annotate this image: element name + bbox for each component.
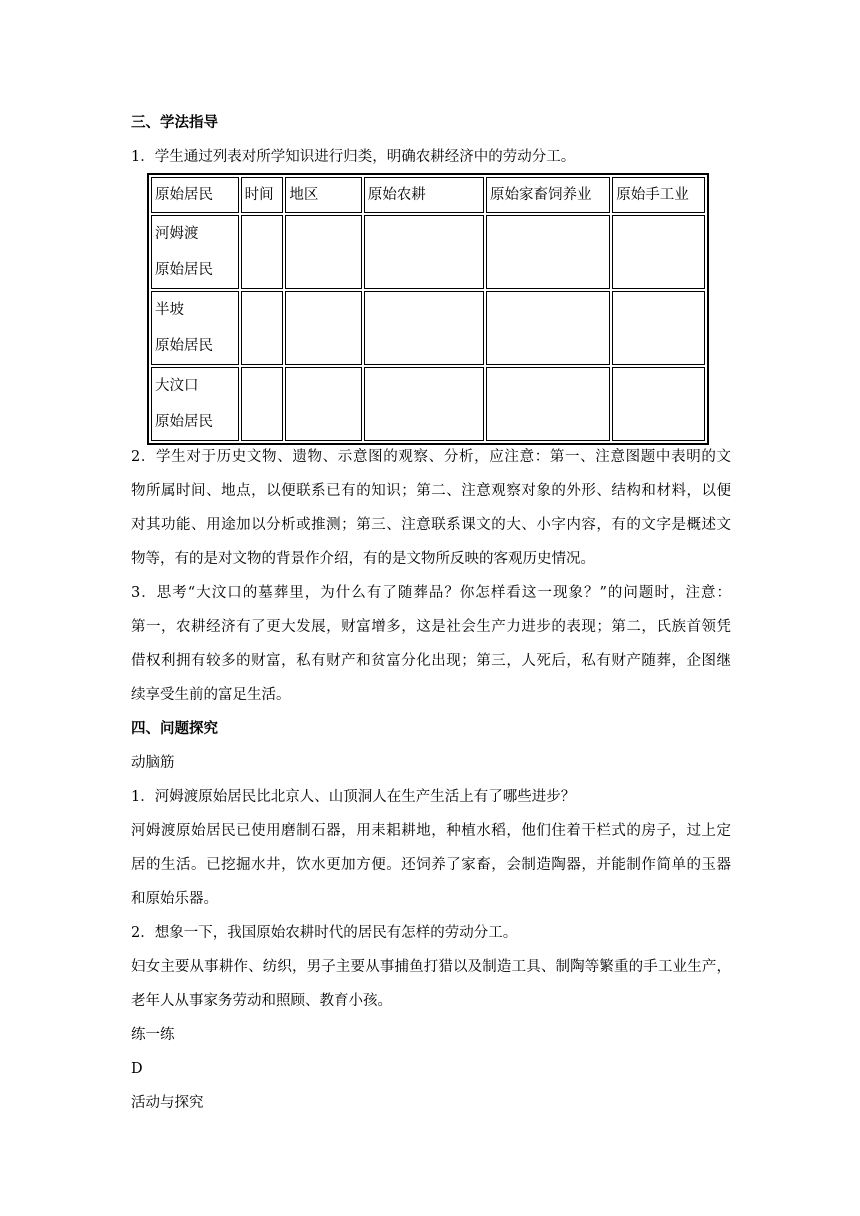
table-cell (285, 367, 361, 441)
paragraph-item-3-line: 续享受生前的富足生活。 (131, 687, 291, 703)
row-label-line: 半坡 (155, 302, 184, 318)
section-heading-study-guide: 三、学法指导 (131, 114, 218, 131)
table-row-label (151, 367, 239, 441)
row-label-line: 大汶口 (155, 378, 199, 394)
practice-answer: D (131, 1061, 143, 1077)
table-cell (612, 367, 705, 441)
table-cell (364, 215, 484, 289)
table-cell (241, 215, 284, 289)
paragraph-item-2-line: 2．学生对于历史文物、遗物、示意图的观察、分析，应注意：第一、注意图题中表明的文 (131, 449, 731, 465)
row-label-line: 河姆渡 (155, 226, 199, 242)
table-cell (241, 291, 284, 365)
table-header-row (151, 177, 705, 213)
row-label-line: 原始居民 (155, 338, 213, 354)
paragraph-item-3-line: 第一，农耕经济有了更大发展，财富增多，这是社会生产力进步的表现；第二，氏族首领凭 (131, 619, 731, 635)
subheading-activity: 活动与探究 (131, 1095, 204, 1111)
table-cell (241, 367, 284, 441)
table-header-cell: 原始家畜饲养业 (486, 177, 610, 213)
question-1: 1．河姆渡原始居民比北京人、山顶洞人在生产生活上有了哪些进步？ (131, 789, 576, 805)
labor-division-table (147, 173, 709, 445)
question-2: 2．想象一下，我国原始农耕时代的居民有怎样的劳动分工。 (131, 925, 518, 941)
table-cell (364, 291, 484, 365)
table-row (151, 215, 705, 289)
table-cell (612, 215, 705, 289)
table-header-cell: 地区 (285, 177, 361, 213)
subheading-brainstorm: 动脑筋 (131, 755, 175, 771)
table-header-cell: 时间 (241, 177, 284, 213)
answer-2-line: 妇女主要从事耕作、纺织，男子主要从事捕鱼打猎以及制造工具、制陶等繁重的手工业生产， (131, 959, 731, 975)
paragraph-item-2-line: 对其功能、用途加以分析或推测；第三、注意联系课文的大、小字内容，有的文字是概述文 (131, 517, 731, 533)
table-cell (486, 367, 610, 441)
paragraph-item-1: 1．学生通过列表对所学知识进行归类，明确农耕经济中的劳动分工。 (131, 149, 576, 165)
row-label-line: 原始居民 (155, 414, 213, 430)
table-header-cell: 原始居民 (151, 177, 239, 213)
table-row (151, 367, 705, 441)
row-label-line: 原始居民 (155, 262, 213, 278)
answer-1-line: 河姆渡原始居民已使用磨制石器，用耒耜耕地，种植水稻，他们住着干栏式的房子，过上定 (131, 823, 731, 839)
table-header-cell: 原始手工业 (612, 177, 705, 213)
paragraph-item-3-line: 3．思考“大汶口的墓葬里，为什么有了随葬品？你怎样看这一现象？”的问题时，注意： (131, 585, 731, 601)
answer-1-line: 居的生活。已挖掘水井，饮水更加方便。还饲养了家畜，会制造陶器，并能制作简单的玉器 (131, 857, 731, 873)
table-cell (285, 215, 361, 289)
table-row (151, 291, 705, 365)
section-heading-inquiry: 四、问题探究 (131, 720, 218, 737)
table-cell (285, 291, 361, 365)
table-cell (364, 367, 484, 441)
answer-2-line: 老年人从事家务劳动和照顾、教育小孩。 (131, 993, 392, 1009)
subheading-practice: 练一练 (131, 1027, 175, 1043)
paragraph-item-2-line: 物所属时间、地点，以便联系已有的知识；第二、注意观察对象的外形、结构和材料，以便 (131, 483, 731, 499)
table-row-label (151, 291, 239, 365)
table-cell (612, 291, 705, 365)
table-header-cell: 原始农耕 (364, 177, 484, 213)
paragraph-item-2-line: 物等，有的是对文物的背景作介绍，有的是文物所反映的客观历史情况。 (131, 551, 595, 567)
answer-1-line: 和原始乐器。 (131, 891, 218, 907)
table-cell (486, 291, 610, 365)
table-cell (486, 215, 610, 289)
table-row-label (151, 215, 239, 289)
paragraph-item-3-line: 借权利拥有较多的财富，私有财产和贫富分化出现；第三，人死后，私有财产随葬，企图继 (131, 653, 731, 669)
